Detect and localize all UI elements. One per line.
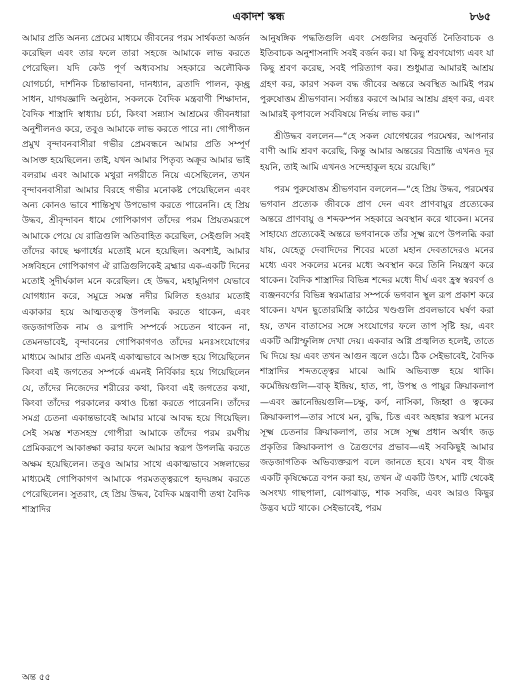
signature-mark: অন্ত ৫৫	[22, 673, 51, 683]
paragraph-gap	[260, 123, 494, 130]
page-header	[22, 6, 495, 24]
left-column	[22, 32, 250, 658]
left-paragraph: আমার প্রতি অনন্য প্রেমের মাধ্যমে জীবনের পরম সার্থকতা অর্জন করেছিল এবং তার ফলে তারা সহজে আমাকে লাভ করতে পেরেছিল। যদি কেউ পূর্ণ অধ্যবসায় সহকারে অলৌকিক যোগচর্চা, দার্শনিক চিন্তাভাবনা, দানধ্যান, ব্রতাদি পালন, কৃচ্ছ্র সাধন, যাগযজ্ঞাদি অনুষ্ঠান, সকলকে বৈদিক মন্ত্রবাণী শিক্ষাদান, বৈদিক শাস্ত্রাদি স্বাধ্যায় চর্চা, কিংবা সন্ন্যাস আশ্রমের জীবনধারা অনুশীলনও করে, তবুও আমাকে লাভ করতে পারে না। গোপীজন প্রমুখ বৃন্দাবনবাসীরা গভীর প্রেমবন্ধনে আমার প্রতি সম্পূর্ণ আসক্ত হয়েছিলেন। তাই, যখন আমার পিতৃব্য অক্রূর আমার ভাই বলরাম এবং আমাকে মথুরা নগরীতে নিয়ে এসেছিলেন, তখন বৃন্দাবনবাসীরা আমার বিরহে গভীর মনোকষ্ট পেয়েছিলেন এবং অন্য কোনও ভাবে শান্তিসুখ উপভোগ করতে পারেননি। হে প্রিয় উদ্ধব, শ্রীবৃন্দাবন ধামে গোপিকাগণ তাঁদের পরম প্রিয়তমরূপে আমাকে পেয়ে যে রাত্রিগুলি অতিবাহিত করেছিল, সেইগুলি সবই তাঁদের কাছে ক্ষণার্ধের মতোই মনে হয়েছিল। অবশ্যই, আমার সঙ্গবিহনে গোপিকাগণ ঐ রাত্রিগুলিকেই ব্রহ্মার এক-একটি দিনের মতোই সুদীর্ঘকাল মনে করেছিল। হে উদ্ধব, মহামুনিগণ যেভাবে যোগধ্যান করে, সমুদ্রে সমস্ত নদীর মিলিত হওয়ার মতোই একাকার হয়ে আত্মতত্ত্ব উপলব্ধি করতে থাকেন, এবং জড়জাগতিক নাম ও রূপাদি সম্পর্কে সচেতন থাকেন না, তেমনভাবেই, বৃন্দাবনের গোপিকাগণও তাঁদের মনঃসংযোগের মাধ্যমে আমার প্রতি এমনই একাত্মভাবে আসক্ত হয়ে গিয়েছিলেন কিংবা এই জগতের সম্পর্কে এমনই নির্বিকার হয়ে গিয়েছিলেন যে, তাঁদের নিজেদের শরীরের কথা, কিংবা এই জগতের কথা, কিংবা তাঁদের পরকালের কথাও চিন্তা করতে পারেননি। তাঁদের সমগ্র চেতনা একান্তভাবেই আমার মাঝে আবদ্ধ হয়ে গিয়েছিল। সেই সমস্ত শতসহস্র গোপীরা আমাকে তাঁদের পরম রমণীয় প্রেমিকরূপে আকাঙ্ক্ষা করার ফলে আমার স্বরূপ উপলব্ধি করতে অক্ষম হয়েছিলেন। তবুও আমার সাথে একাত্মভাবে সঙ্গলাভের মাধ্যমেই গোপিকাগণ আমাকে পরমতত্ত্বরূপে হৃদয়ঙ্গম করতে পেরেছিলেন। সুতরাং, হে প্রিয় উদ্ধব, বৈদিক মন্ত্রবাণী তথা বৈদিক শাস্ত্রাদির	[22, 34, 250, 516]
running-title: একাদশ স্কন্ধ	[232, 10, 285, 23]
paragraph-gap	[260, 176, 494, 183]
page-number: ৮৬৫	[469, 10, 491, 23]
right-paragraph-2: পরম পুরুষোত্তম শ্রীভগবান বললেন—“হে প্রিয় উদ্ধব, পরমেশ্বর ভগবান প্রত্যেক জীবকে প্রাণ দেন এবং প্রাণবায়ুর প্রত্যেকের অন্তরে প্রাণবায়ু ও শব্দকম্পন সহকারে অবস্থান করে থাকেন। মনের সাহায্যে প্রত্যেকেই অন্তরে ভগবানকে তাঁর সূক্ষ্ম রূপে উপলব্ধি করা যায়, যেহেতু দেবাদিদের শিবের মতো মহান দেবতাদেরও মনের মধ্যে এবং সকলের মনের মধ্যে অবস্থান করে তিনি নিয়ন্ত্রণ করে থাকেন। বৈদিক শাস্ত্রাদির বিভিন্ন শব্দের মধ্যে দীর্ঘ এবং হ্রস্ব স্বরবর্ণ ও ব্যঞ্জনবর্ণের বিভিন্ন স্বরমাত্রার সম্পর্কে ভগবান স্থূল রূপ প্রকাশ করে থাকেন। যখন ছুতোরমিস্ত্রি কাঠের খণ্ডগুলি প্রবলভাবে ঘর্ষণ করা হয়, তখন বাতাসের সঙ্গে সংযোগের ফলে তাপ সৃষ্টি হয়, এবং একটি অগ্নিস্ফুলিঙ্গ দেখা দেয়। একবার অগ্নি প্রজ্বলিত হলেই, তাতে ঘি দিয়ে হয় এবং তখন আগুন জ্বলে ওঠে। ঠিক সেইভাবেই, বৈদিক শাস্ত্রাদির শব্দতত্ত্বের মাঝে আমি অভিব্যক্ত হয়ে থাকি। কর্মেন্দ্রিয়গুলি—বাক্ ইন্দ্রিয়, হাত, পা, উপস্থ ও পায়ুর ক্রিয়াকলাপ—এবং জ্ঞানেন্দ্রিয়গুলি—চক্ষু, কর্ণ, নাসিকা, জিহ্বা ও ত্বকের ক্রিয়াকলাপ—তার সাথে মন, বুদ্ধি, চিত্ত এবং অহঙ্কার স্বরূপ মনের সূক্ষ্ম চেতনার ক্রিয়াকলাপ, তার সঙ্গে সূক্ষ্ম প্রধান অর্থাৎ জড় প্রকৃতির ক্রিয়াকলাপ ও ত্রৈগুণের প্রভাব—এই সবকিছুই আমার জড়জাগতিক অভিব্যক্তরূপ বলে জানতে হবে। যখন বহু বীজ একটি কৃষিক্ষেত্রে বপন করা হয়, তখন ঐ একটি উৎস, মাটি থেকেই অসংখ্য গাছপালা, ঝোপঝাড়, শাক সবজি, এবং আরও কিছুর উদ্ভব ঘটে থাকে। সেইভাবেই, পরম	[260, 184, 494, 515]
uddhava-quote: শ্রীউদ্ধব বললেন—“হে সকল যোগেশ্বরের পরমেশ্বর, আপনার বাণী আমি শ্রবণ করেছি, কিন্তু আমার অন্তরের বিভ্রান্তি এখনও দূর হয়নি, তাই আমি এখনও সন্দেহাকুল হয়ে রয়েছি।”	[260, 132, 494, 173]
right-column	[260, 32, 494, 658]
right-paragraph-1: আনুষঙ্গিক পদ্ধতিগুলি এবং সেগুলির অনুবর্তি নৈতিবাচক ও ইতিবাচক অনুশাসনাদি সবই বর্জন কর। যা কিছু শ্রবণযোগ্য এবং যা কিছু শ্রবণ করেছ, সবই পরিত্যাগ কর। শুধুমাত্র আমারই আশ্রয় গ্রহণ কর, কারণ সকল বদ্ধ জীবের অন্তরে অবস্থিত আমিই পরম পুরুষোত্তম শ্রীভগবান। সর্বান্তঃ করণে আমার আশ্রয় গ্রহণ কর, এবং আমারই কৃপাবলে সর্ববিষয়ে নির্ভয় লাভ কর।”	[260, 34, 494, 121]
